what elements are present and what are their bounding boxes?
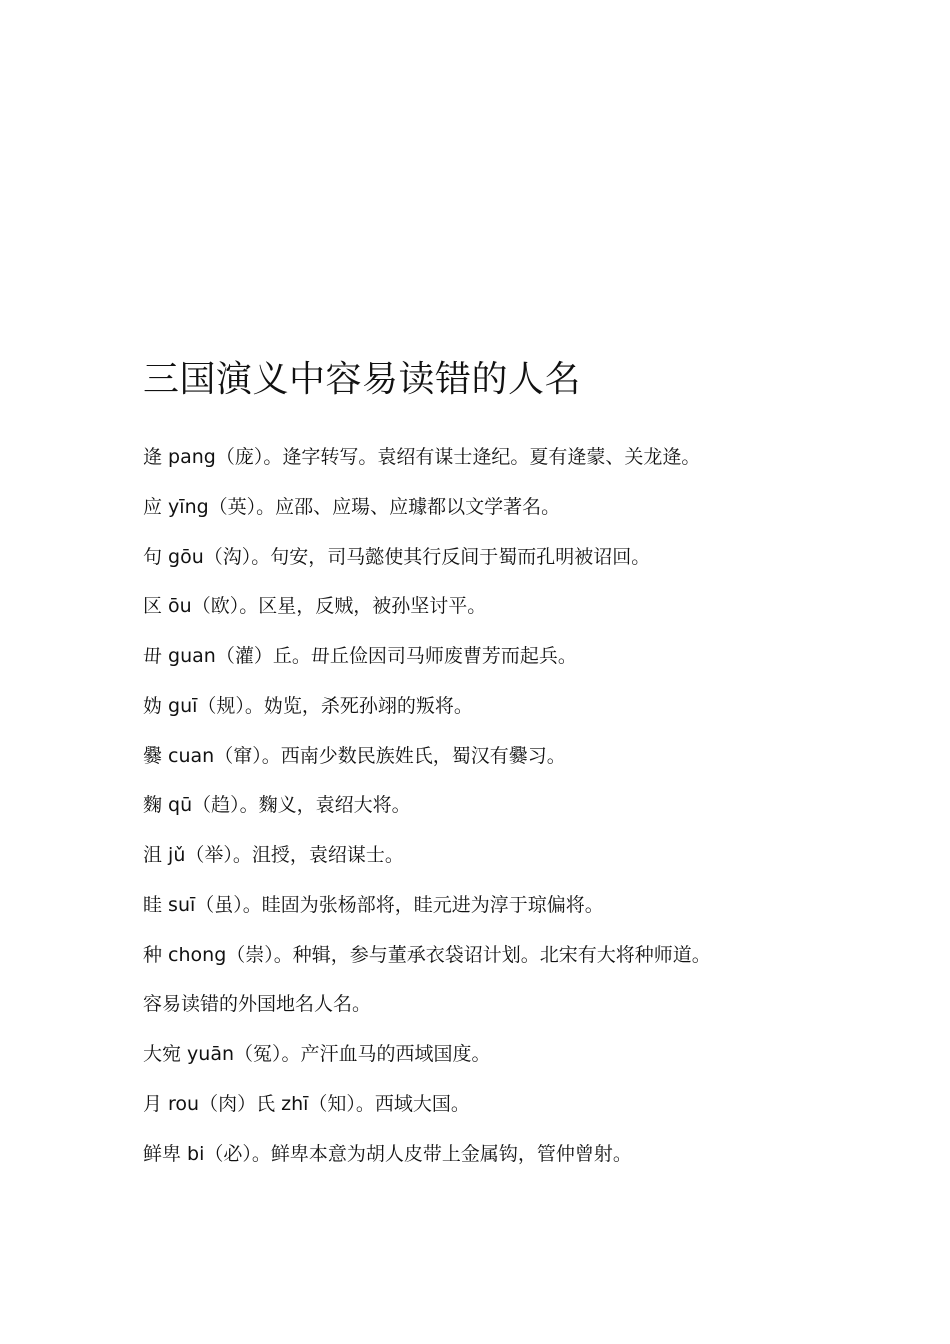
text-line: 爨 cuan（窜）。西南少数民族姓氏，蜀汉有爨习。 (143, 744, 566, 767)
text-line: 句 gōu（沟）。句安，司马懿使其行反间于蜀而孔明被诏回。 (143, 545, 651, 568)
text-line: 应 yīng（英）。应邵、应瑒、应璩都以文学著名。 (143, 495, 561, 518)
text-line: 鲜卑 bi（必）。鲜卑本意为胡人皮带上金属钩，管仲曾射。 (143, 1142, 632, 1165)
text-line: 区 ōu（欧）。区星，反贼，被孙坚讨平。 (143, 595, 487, 618)
text-line: 沮 jǔ（举）。沮授，袁绍谋士。 (143, 844, 404, 866)
text-line: 妫 guī（规）。妫览，杀死孙翊的叛将。 (143, 694, 473, 717)
text-line: 大宛 yuān（冤）。产汗血马的西域国度。 (143, 1043, 491, 1065)
text-line: 种 chong（崇）。种辑，参与董承衣袋诏计划。北宋有大将种师道。 (143, 943, 711, 966)
document-title: 三国演义中容易读错的人名 (143, 359, 582, 400)
text-line: 逄 pang（庞）。逄字转写。袁绍有谋士逄纪。夏有逄蒙、关龙逄。 (143, 446, 701, 468)
document-body (143, 440, 903, 1186)
text-line: 麴 qū（趋）。麴义，袁绍大将。 (143, 794, 411, 817)
text-line: 眭 suī（虽）。眭固为张杨部将，眭元进为淳于琼偏将。 (143, 893, 604, 916)
text-line: 月 rou（肉）氏 zhī（知）。西域大国。 (143, 1092, 470, 1115)
text-line: 容易读错的外国地名人名。 (143, 993, 372, 1016)
text-line: 毌 guan（灌）丘。毌丘俭因司马师废曹芳而起兵。 (143, 645, 577, 667)
